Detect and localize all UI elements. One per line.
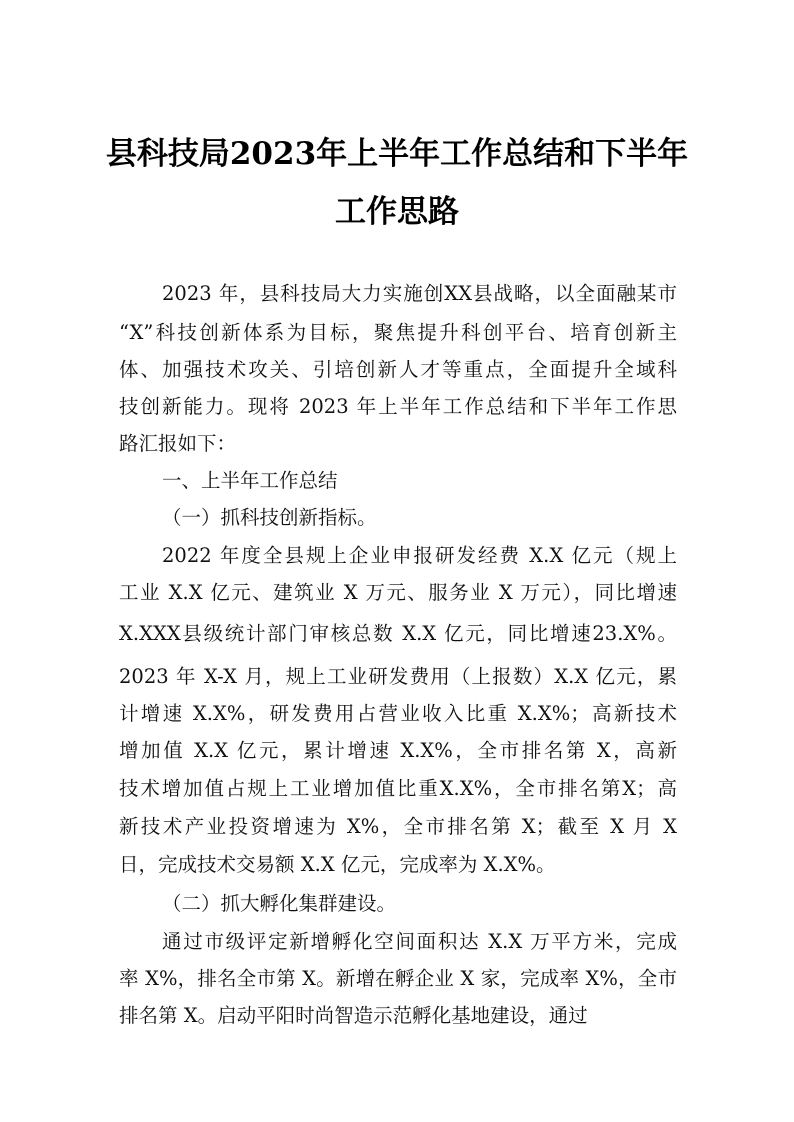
body-line: 路汇报如下： <box>119 432 237 455</box>
body-line: 技术增加值占规上工业增加值比重X.X%，全市排名第X；高 <box>119 777 677 800</box>
document-title-line-2: 工作思路 <box>335 194 459 230</box>
document-title-line-1: 县科技局2023年上半年工作总结和下半年 <box>105 136 689 172</box>
section-heading: 一、上半年工作总结 <box>162 469 338 492</box>
subsection-heading: （一）抓科技创新指标。 <box>162 506 377 529</box>
body-line: 2022 年度全县规上企业申报研发经费 X.X 亿元（规上 <box>162 544 677 567</box>
body-line: 2023 年，县科技局大力实施创XX县战略，以全面融某市 <box>162 282 677 305</box>
body-line: 体、加强技术攻关、引培创新人才等重点，全面提升全域科 <box>119 358 677 381</box>
body-line: 技创新能力。现将 2023 年上半年工作总结和下半年工作思 <box>119 395 677 418</box>
body-line: 工业 X.X 亿元、建筑业 X 万元、服务业 X 万元），同比增速 <box>119 581 677 604</box>
body-line: 计增速 X.X%，研发费用占营业收入比重 X.X%；高新技术 <box>119 702 677 725</box>
body-line: 通过市级评定新增孵化空间面积达 X.X 万平方米，完成 <box>162 930 677 953</box>
body-line: 2023 年 X-X 月，规上工业研发费用（上报数）X.X 亿元，累 <box>119 665 677 688</box>
body-line: 日，完成技术交易额 X.X 亿元，完成率为 X.X%。 <box>119 853 556 876</box>
body-line: “X”科技创新体系为目标，聚焦提升科创平台、培育创新主 <box>119 321 677 344</box>
subsection-heading: （二）抓大孵化集群建设。 <box>162 892 397 915</box>
body-line: 排名第 X。启动平阳时尚智造示范孵化基地建设，通过 <box>119 1004 588 1027</box>
body-line: 率 X%，排名全市第 X。新增在孵企业 X 家，完成率 X%，全市 <box>119 967 677 990</box>
body-line: X.XXX县级统计部门审核总数 X.X 亿元，同比增速23.X%。 <box>119 622 677 645</box>
body-line: 增加值 X.X 亿元，累计增速 X.X%，全市排名第 X，高新 <box>119 739 677 762</box>
body-line: 新技术产业投资增速为 X%，全市排名第 X；截至 X 月 X <box>119 815 677 838</box>
